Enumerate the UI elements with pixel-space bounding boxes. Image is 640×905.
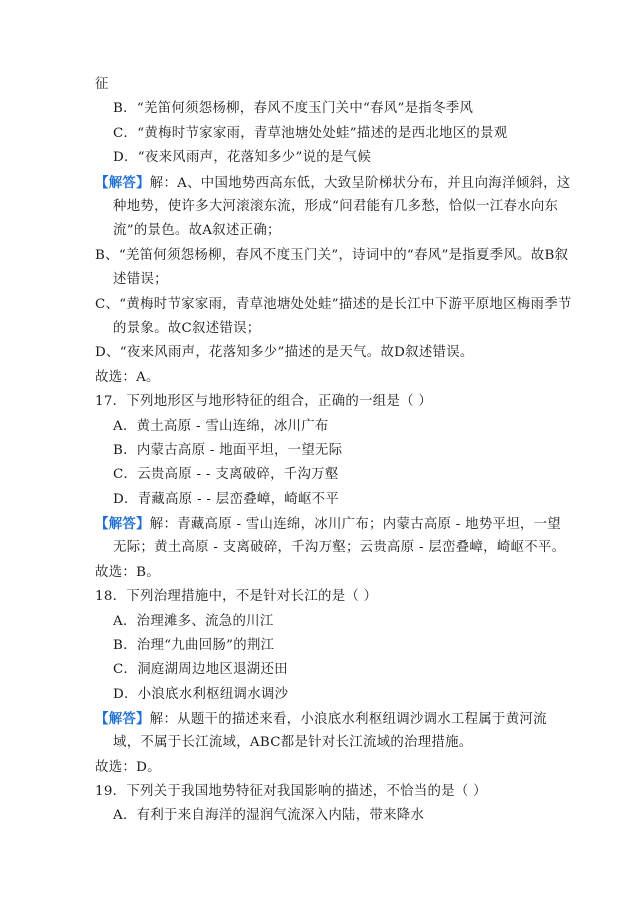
choice-line: 故选：D。 [95,760,161,775]
question-19: 19．下列关于我国地势特征对我国影响的描述，不恰当的是（ ） [95,784,487,799]
text-line: B、“羌笛何须怨杨柳，春风不度玉门关”，诗词中的“春风”是指夏季风。故B叙 [95,248,569,263]
answer-tag: 【解答】 [95,711,150,727]
answer-tag: 【解答】 [95,175,150,191]
answer-line: 【解答】解：从题干的描述来看，小浪底水利枢纽调沙调水工程属于黄河流 [95,711,547,727]
option-b: B．内蒙古高原 - 地面平坦，一望无际 [113,443,343,458]
option-b: B．“羌笛何须怨杨柳，春风不度玉门关中“春风”是指冬季风 [113,101,474,116]
option-a: A．治理滩多、流急的川江 [113,614,274,629]
text-line: 无际；黄土高原 - 支离破碎，千沟万壑；云贵高原 - 层峦叠嶂，崎岖不平。 [113,540,566,555]
choice-line: 故选：B。 [95,565,160,580]
question-17: 17．下列地形区与地形特征的组合，正确的一组是（ ） [95,394,433,409]
text-line: 的景象。故C叙述错误； [113,321,261,336]
text-line: C、“黄梅时节家家雨，青草池塘处处蛙”描述的是长江中下游平原地区梅雨季节 [95,297,572,312]
choice-line: 故选：A。 [95,370,160,385]
option-c: C．洞庭湖周边地区退湖还田 [113,662,288,677]
text-line: 征 [95,77,109,92]
answer-tag: 【解答】 [95,516,150,532]
text-line: 述错误； [113,272,168,287]
answer-line: 【解答】解：A、中国地势西高东低，大致呈阶梯状分布，并且向海洋倾斜，这 [95,175,571,191]
option-c: C．“黄梅时节家家雨，青草池塘处处蛙”描述的是西北地区的景观 [113,126,508,141]
option-d: D．小浪底水利枢纽调水调沙 [113,687,289,702]
text-line: D、“夜来风雨声，花落知多少”描述的是天气。故D叙述错误。 [95,345,474,360]
answer-line: 【解答】解：青藏高原 - 雪山连绵，冰川广布；内蒙古高原 - 地势平坦，一望 [95,516,561,532]
option-c: C．云贵高原 - - 支离破碎，千沟万壑 [113,467,339,482]
text-line: 域，不属于长江流域，ABC都是针对长江流域的治理措施。 [113,735,473,750]
option-d: D．青藏高原 - - 层峦叠嶂，崎岖不平 [113,492,340,507]
option-b: B．治理“九曲回肠”的荆江 [113,638,275,653]
option-a: A．黄土高原 - 雪山连绵，冰川广布 [113,419,329,434]
text-line: 种地势，使许多大河滚滚东流，形成“问君能有几多愁，恰似一江春水向东 [113,199,559,214]
text-line: 流”的景色。故A叙述正确； [113,223,281,238]
question-18: 18．下列治理措施中，不是针对长江的是（ ） [95,589,378,604]
option-a: A．有利于来自海洋的湿润气流深入内陆，带来降水 [113,808,425,823]
option-d: D．“夜来风雨声，花落知多少”说的是气候 [113,150,372,165]
